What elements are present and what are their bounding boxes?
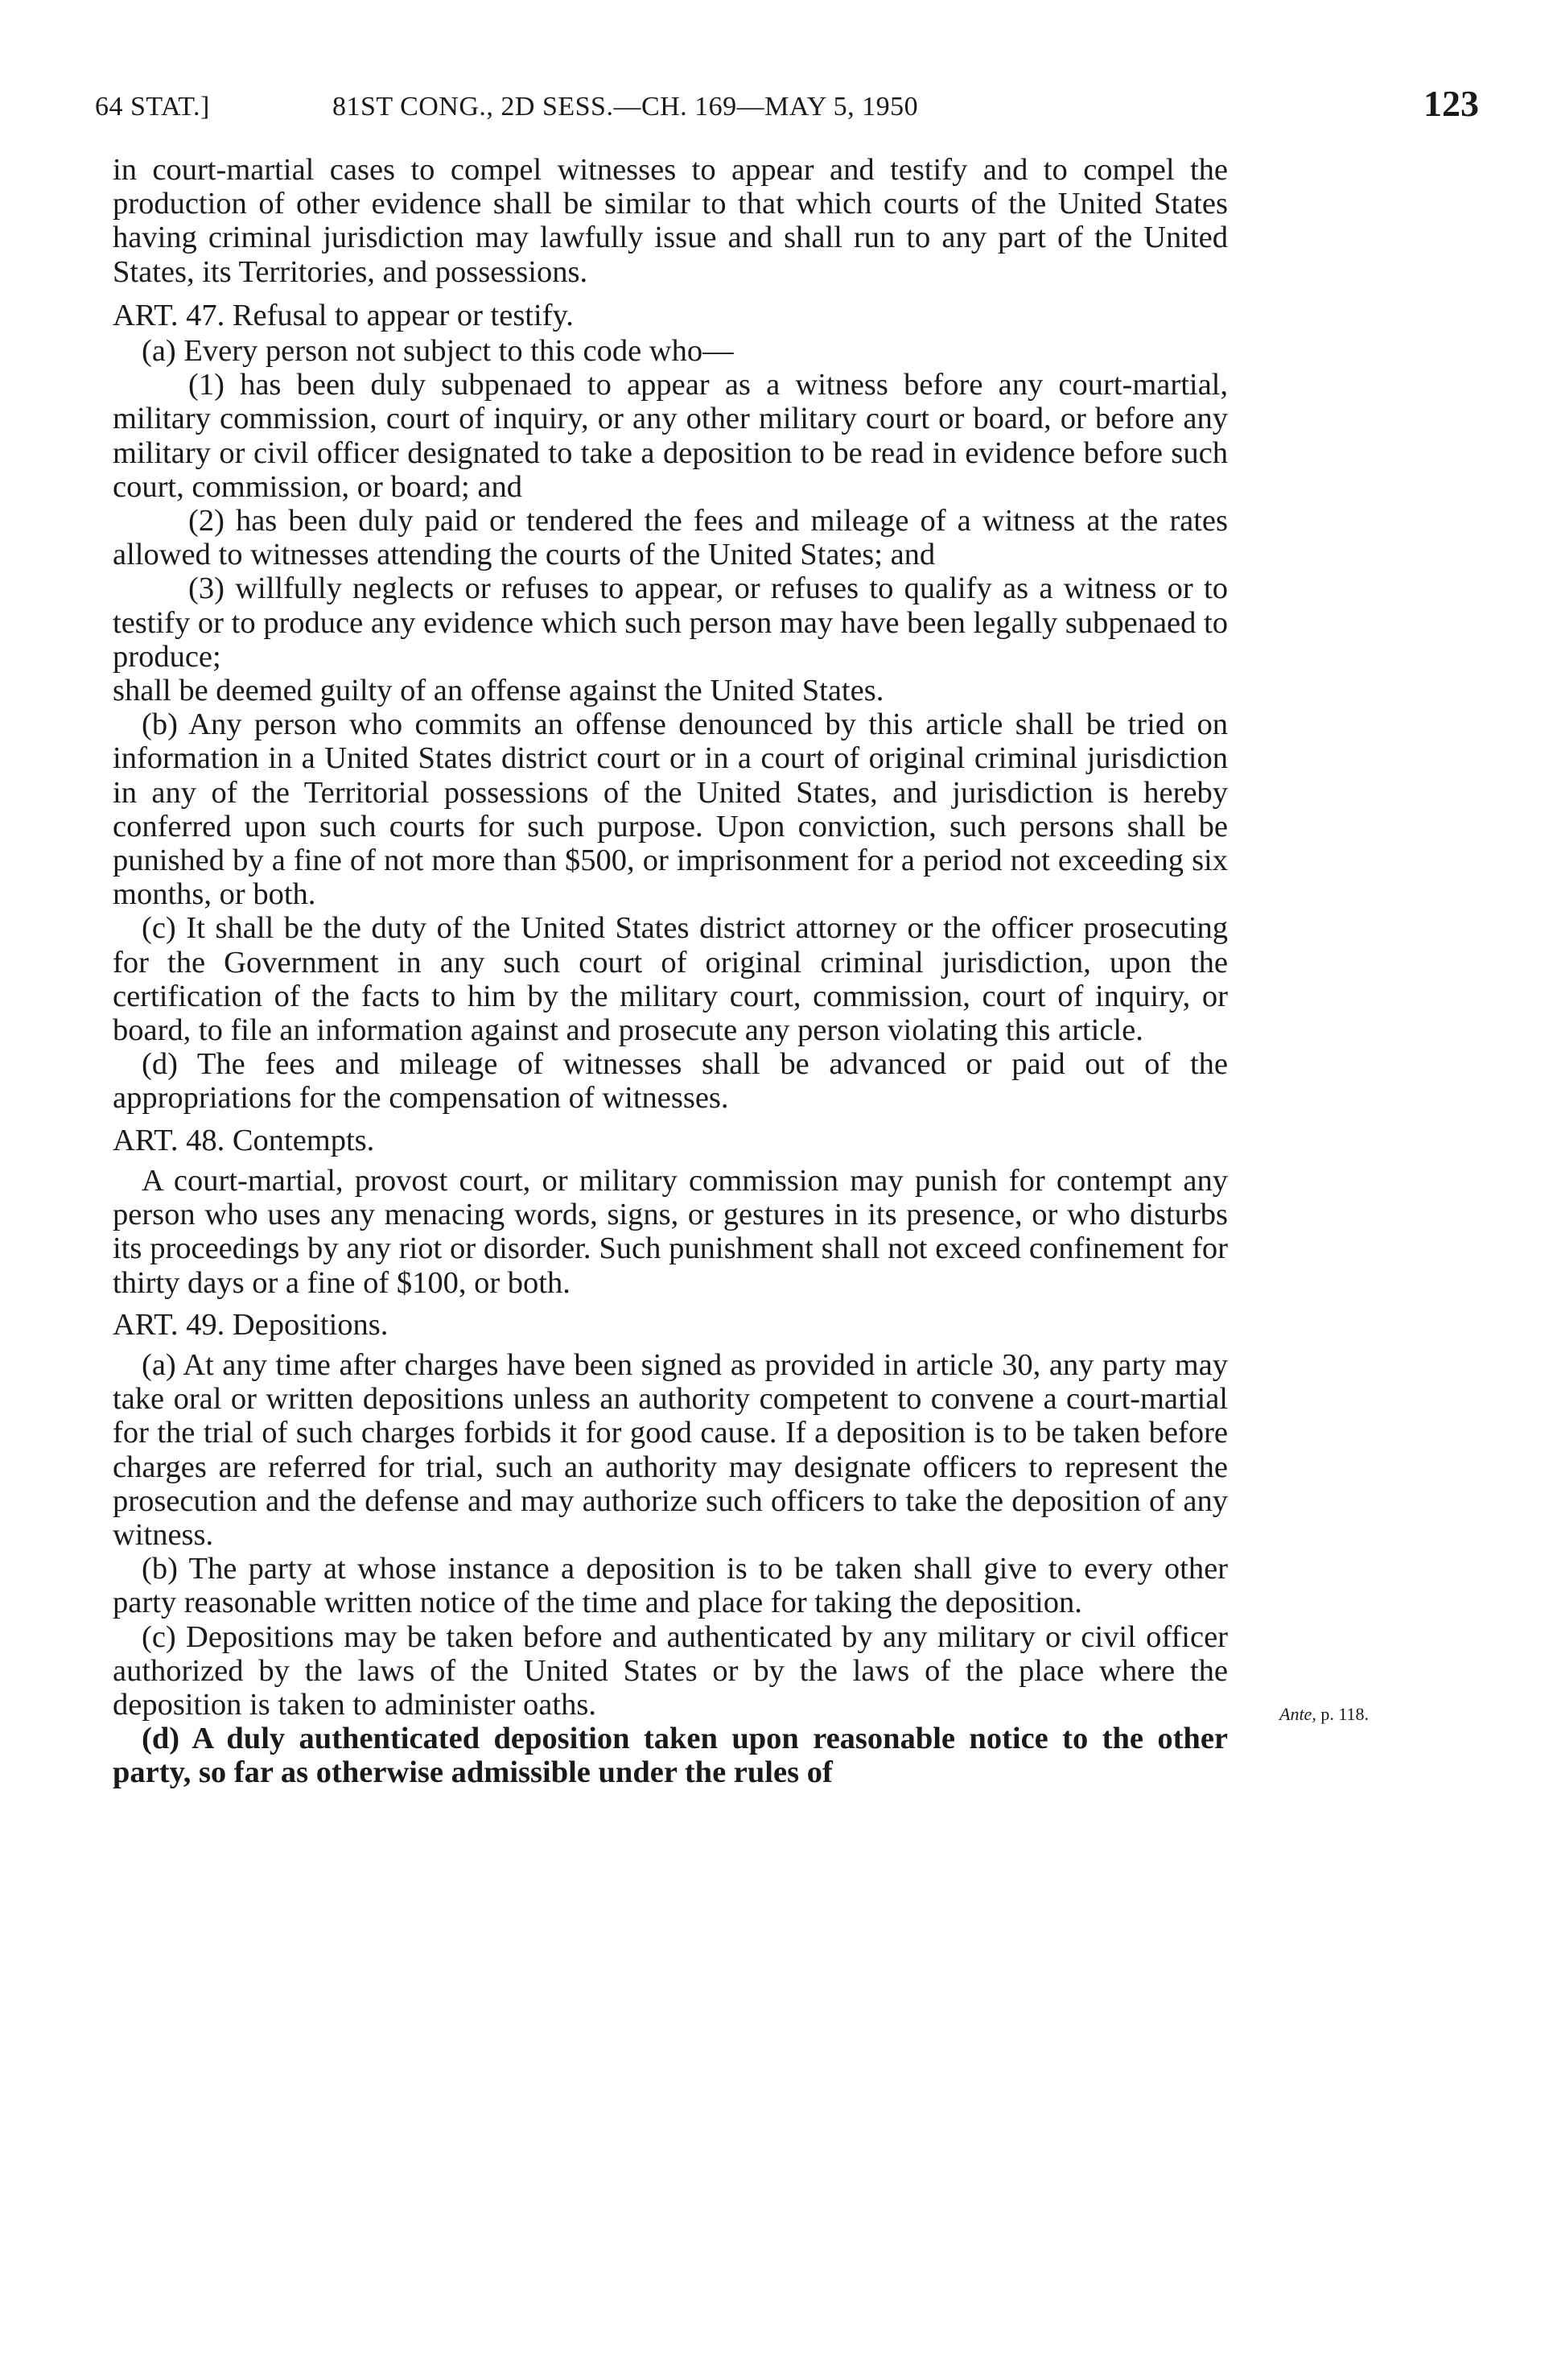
article-47-closing-clause: shall be deemed guilty of an offense against the United States. [113, 674, 884, 708]
page-number: 123 [1423, 83, 1479, 124]
statute-body [113, 153, 1228, 1790]
page-header [95, 80, 1479, 129]
article-47-subsection-d: (d) The fees and mileage of witnesses shall be advanced or paid out of the appropriations for the compensation of witnesses. [113, 1047, 1228, 1116]
article-48-text: A court-martial, provost court, or military commission may punish for contempt any person who uses any menacing words, signs, or gestures in its presence, or who disturbs its proceedings by any riot or disorder. Such punishment shall not exceed confinement for thirty days or a fine of $100, or both. [113, 1163, 1228, 1300]
margin-cross-reference [1279, 1704, 1369, 1725]
margin-ante: Ante, [1279, 1704, 1316, 1724]
margin-page-ref: p. 118. [1320, 1704, 1370, 1724]
article-49-subsection-c: (c) Depositions may be taken before and authenticated by any military or civil officer authorized by the laws of the United States or by the laws of the place where the deposition is taken to administer oaths. [113, 1619, 1228, 1722]
article-49-subsection-b: (b) The party at whose instance a deposition is to be taken shall give to every other party reasonable written notice of the time and place for taking the deposition. [113, 1552, 1228, 1620]
article-49-heading: ART. 49. Depositions. [113, 1307, 389, 1342]
article-47-clause-1: (1) has been duly subpenaed to appear as a witness before any court-martial, military commission, court of inquiry, or any other military court or board, or before any military or civil officer designated to take a deposition to be read in evidence before such court, commission, or board; and [113, 368, 1228, 504]
stat-reference: 64 STAT.] [95, 92, 210, 122]
article-47-clause-3: (3) willfully neglects or refuses to appear, or refuses to qualify as a witness or to testify or to produce any evidence which such person may have been legally subpenaed to produce; [113, 571, 1228, 674]
article-47-subsection-a: (a) Every person not subject to this code who— [142, 334, 734, 369]
article-49-subsection-d: (d) A duly authenticated deposition taken upon reasonable notice to the other party, so far as otherwise admissible under the rules of [113, 1722, 1228, 1790]
article-47-subsection-c: (c) It shall be the duty of the United States district attorney or the officer prosecuting for the Government in any such court of original criminal jurisdiction, upon the certification of the facts to him by the military court, commission, court of inquiry, or board, to file an information against and prosecute any person violating this article. [113, 911, 1228, 1048]
article-47-heading: ART. 47. Refusal to appear or testify. [113, 298, 574, 332]
session-line: 81ST CONG., 2D SESS.—CH. 169—MAY 5, 1950 [332, 92, 919, 122]
article-48-heading: ART. 48. Contempts. [113, 1123, 375, 1157]
article-47-subsection-b: (b) Any person who commits an offense denounced by this article shall be tried on information in a United States district court or in a court of original criminal jurisdiction in any of the Territorial possessions of the United States, and jurisdiction is hereby conferred upon such courts for such purpose. Upon conviction, such persons shall be punished by a fine of not more than $500, or imprisonment for a period not exceeding six months, or both. [113, 707, 1228, 912]
article-49-subsection-a: (a) At any time after charges have been signed as provided in article 30, any party may take oral or written depositions unless an authority competent to convene a court-martial for the trial of such charges forbids it for good cause. If a deposition is to be taken before charges are referred for trial, such an authority may designate officers to represent the prosecution and the defense and may authorize such officers to take the deposition of any witness. [113, 1347, 1228, 1552]
intro-paragraph: in court-martial cases to compel witnesses to appear and testify and to compel the production of other evidence shall be similar to that which courts of the United States having criminal jurisdiction may lawfully issue and shall run to any part of the United States, its Territories, and possessions. [113, 153, 1228, 289]
article-47-clause-2: (2) has been duly paid or tendered the fees and mileage of a witness at the rates allowed to witnesses attending the courts of the United States; and [113, 504, 1228, 572]
